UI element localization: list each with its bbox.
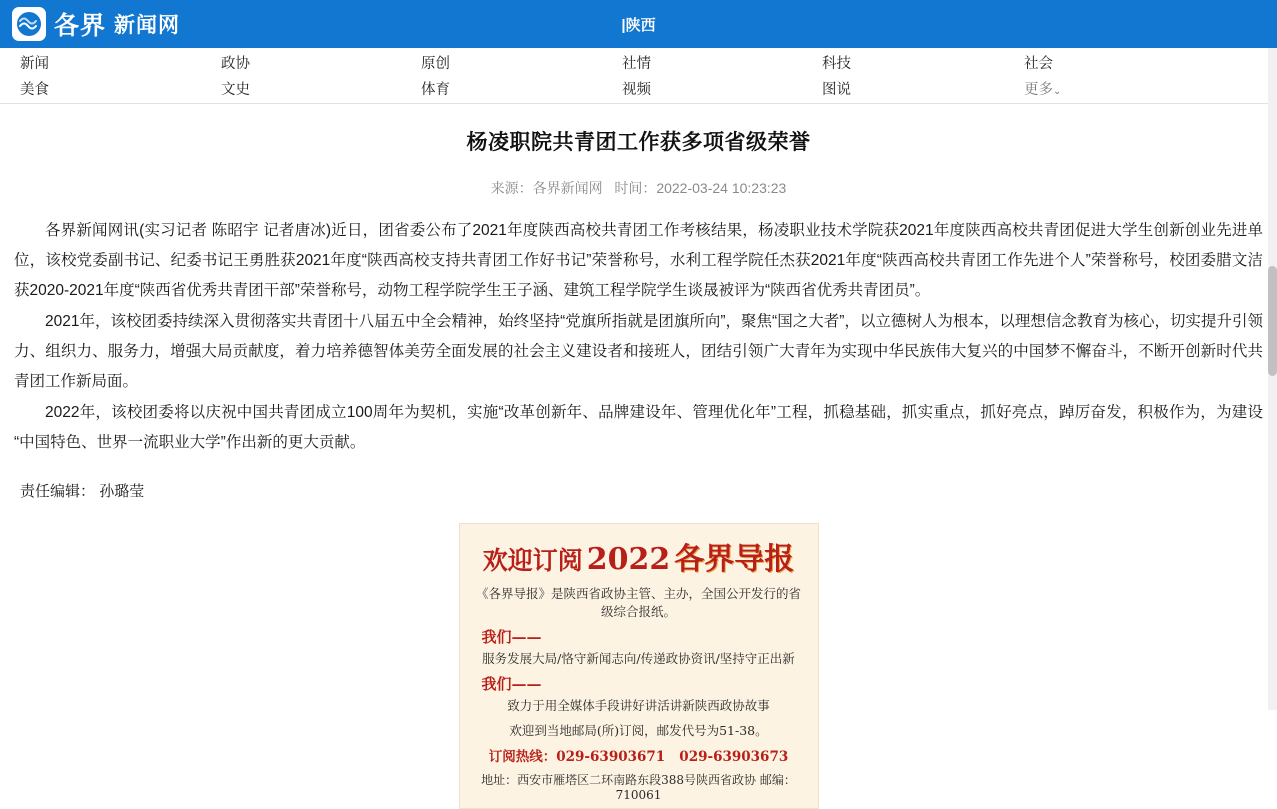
chevron-down-icon: ⌄ bbox=[1053, 86, 1062, 97]
time-value: 2022-03-24 10:23:23 bbox=[656, 180, 787, 196]
article-paragraph: 各界新闻网讯(实习记者 陈昭宇 记者唐冰)近日，团省委公布了2021年度陕西高校共青团工作考核结果，杨凌职业技术学院获2021年度陕西高校共青团促进大学生创新创业先进单位，该校党委副书记、纪委书记王勇胜获2021年度“陕西高校支持共青团工作好书记”荣誉称号，水利工程学院任杰获2021年度“陕西高校共青团工作先进个人”荣誉称号，校团委腊文洁获2020-2021年度“陕西省优秀共青团干部”荣誉称号，动物工程学院学生王子涵、建筑工程学院学生谈晟被评为“陕西省优秀共青团员”。 bbox=[14, 222, 1263, 299]
nav-item-food[interactable]: 美食 bbox=[20, 82, 49, 98]
nav-column-5 bbox=[822, 48, 851, 103]
editor-label: 责任编辑： bbox=[20, 483, 96, 500]
article-container bbox=[0, 126, 1277, 809]
nav-column-1 bbox=[20, 48, 49, 103]
page-title: 杨凌职院共青团工作获多项省级荣誉 bbox=[466, 131, 811, 154]
ad-banner-wrap bbox=[14, 523, 1263, 809]
article-body bbox=[14, 216, 1263, 458]
site-header bbox=[0, 0, 1277, 48]
nav-item-more[interactable] bbox=[1024, 77, 1061, 105]
scrollbar-thumb[interactable] bbox=[1268, 266, 1277, 376]
nav-more-label: 更多 bbox=[1024, 82, 1053, 98]
ad-hotline-label: 订阅热线： bbox=[488, 749, 557, 765]
ad-intro: 《各界导报》是陕西省政协主管、主办，全国公开发行的省级综合报纸。 bbox=[475, 586, 801, 619]
brand-sub-name: 新闻网 bbox=[114, 14, 181, 37]
ad-year: 2022 bbox=[586, 542, 671, 577]
editor-name: 孙璐莹 bbox=[99, 483, 145, 500]
ad-hotline-2: 029-63903673 bbox=[679, 749, 789, 765]
ad-hotline-1: 029-63903671 bbox=[556, 749, 666, 765]
ad-desc-2: 致力于用全媒体手段讲好讲活讲新陕西政协故事 bbox=[507, 698, 770, 713]
source-value: 各界新闻网 bbox=[532, 180, 603, 196]
site-brand[interactable] bbox=[0, 6, 180, 42]
nav-item-society[interactable]: 社会 bbox=[1024, 56, 1053, 72]
ad-paper-title: 各界导报 bbox=[674, 542, 795, 577]
wave-logo-icon bbox=[12, 7, 46, 41]
main-nav bbox=[0, 48, 1277, 104]
nav-item-tech[interactable]: 科技 bbox=[822, 56, 851, 72]
nav-column-4 bbox=[622, 48, 651, 103]
page-scrollbar[interactable] bbox=[1268, 48, 1277, 710]
nav-item-sports[interactable]: 体育 bbox=[421, 82, 450, 98]
region-label[interactable]: |陕西 bbox=[621, 16, 656, 34]
ad-we-label-1: 我们—— bbox=[481, 628, 542, 646]
nav-column-2 bbox=[221, 48, 250, 103]
nav-item-culture[interactable]: 文史 bbox=[221, 82, 250, 98]
nav-item-video[interactable]: 视频 bbox=[622, 82, 651, 98]
nav-column-6 bbox=[1024, 48, 1061, 105]
brand-name: 各界 bbox=[54, 12, 107, 40]
nav-item-cppcc[interactable]: 政协 bbox=[221, 56, 250, 72]
subscription-ad[interactable] bbox=[459, 523, 819, 809]
nav-item-photos[interactable]: 图说 bbox=[822, 82, 851, 98]
article-meta bbox=[14, 178, 1263, 198]
ad-headline-row bbox=[472, 534, 806, 578]
article-paragraph: 2022年，该校团委将以庆祝中国共青团成立100周年为契机，实施“改革创新年、品牌建设年、管理优化年”工程，抓稳基础，抓实重点，抓好亮点，踔厉奋发，积极作为，为建设“中国特色、世界一流职业大学”作出新的更大贡献。 bbox=[14, 404, 1263, 451]
time-label: 时间： bbox=[614, 180, 657, 196]
ad-we-label-2: 我们—— bbox=[481, 675, 542, 693]
region-label-wrap bbox=[0, 14, 1277, 35]
source-label: 来源： bbox=[490, 180, 533, 196]
ad-address: 地址：西安市雁塔区二环南路东段388号陕西省政协 邮编：710061 bbox=[481, 773, 796, 802]
nav-column-3 bbox=[421, 48, 450, 103]
ad-post-note: 欢迎到当地邮局(所)订阅，邮发代号为51-38。 bbox=[509, 723, 768, 738]
nav-item-news[interactable]: 新闻 bbox=[20, 56, 49, 72]
nav-item-original[interactable]: 原创 bbox=[421, 56, 450, 72]
article-paragraph: 2021年，该校团委持续深入贯彻落实共青团十八届五中全会精神，始终坚持“党旗所指就是团旗所向”，聚焦“国之大者”，以立德树人为根本，以理想信念教育为核心，切实提升引领力、组织力、服务力，增强大局贡献度，着力培养德智体美劳全面发展的社会主义建设者和接班人，团结引领广大青年为实现中华民族伟大复兴的中国梦不懈奋斗，不断开创新时代共青团工作新局面。 bbox=[14, 313, 1263, 390]
ad-desc-1: 服务发展大局/恪守新闻志向/传递政协资讯/坚持守正出新 bbox=[482, 651, 795, 666]
nav-item-society-affairs[interactable]: 社情 bbox=[622, 56, 651, 72]
ad-welcome-text: 欢迎订阅 bbox=[482, 546, 583, 575]
ad-hotline-row bbox=[472, 745, 806, 765]
article-editor bbox=[14, 480, 1263, 501]
